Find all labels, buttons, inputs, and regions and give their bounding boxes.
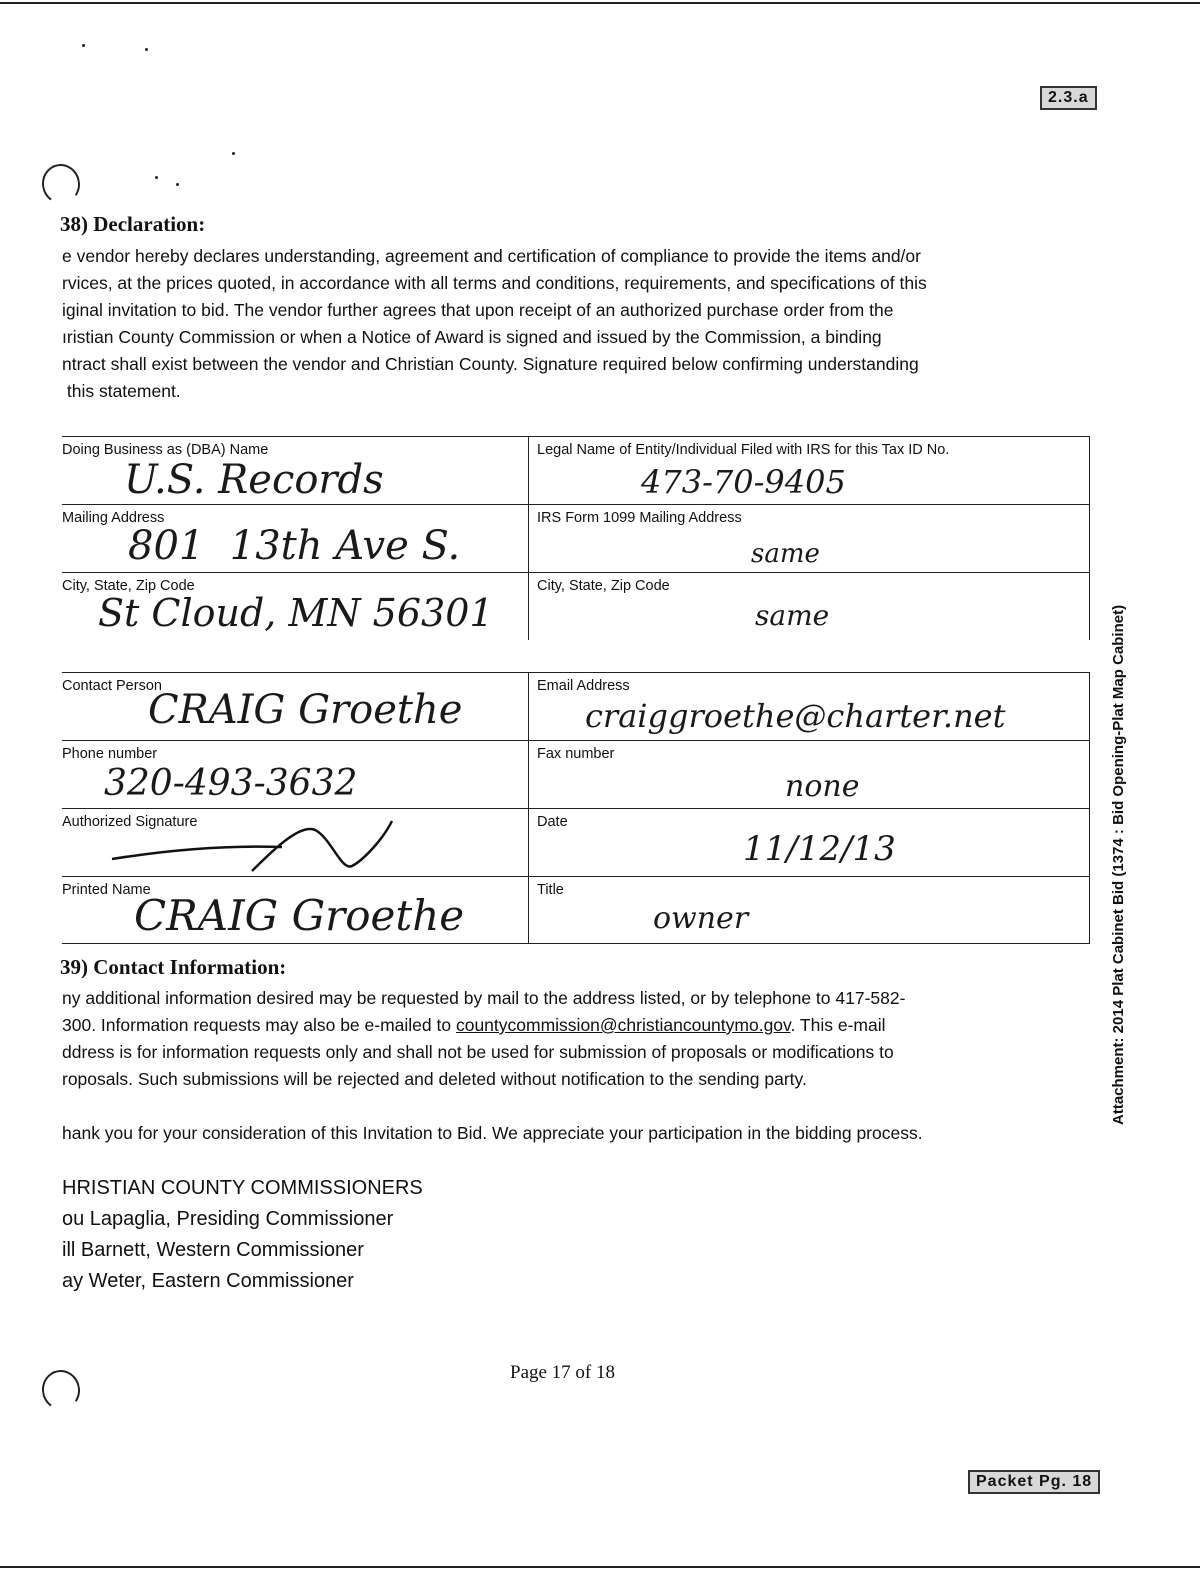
- city-cell[interactable]: [62, 572, 528, 640]
- printed-name-cell[interactable]: [62, 876, 528, 944]
- city2-label: City, State, Zip Code: [537, 578, 670, 594]
- contact-heading: 39) Contact Information:: [60, 955, 287, 979]
- phone-cell[interactable]: [62, 740, 528, 808]
- legal-name-value: 473-70-9405: [641, 463, 846, 501]
- legal-name-cell[interactable]: [528, 436, 1090, 504]
- title-value: owner: [653, 901, 749, 936]
- email-label: Email Address: [537, 678, 630, 694]
- contact-line: ny additional information desired may be requested by mail to the address listed, or by telephone to 417-582-: [62, 988, 906, 1008]
- fax-label: Fax number: [537, 746, 615, 762]
- declaration-line: e vendor hereby declares understanding, agreement and certification of compliance to provide the items and/or: [62, 246, 921, 266]
- scan-speck: [176, 183, 179, 186]
- signature-label: Authorized Signature: [62, 814, 198, 830]
- top-scan-edge: [0, 2, 1200, 4]
- commissioner-line: ay Weter, Eastern Commissioner: [62, 1270, 354, 1292]
- irs-mailing-value: same: [751, 539, 820, 569]
- contact-line: ddress is for information requests only and shall not be used for submission of proposals or modifications to: [62, 1042, 894, 1062]
- printed-name-value: CRAIG Groethe: [134, 891, 465, 940]
- thanks-text: hank you for your consideration of this Invitation to Bid. We appreciate your participation in the bidding process.: [62, 1123, 923, 1143]
- declaration-heading: 38) Declaration:: [60, 212, 206, 236]
- commissioners-heading: HRISTIAN COUNTY COMMISSIONERS: [62, 1177, 423, 1199]
- declaration-text: [62, 243, 1102, 405]
- signature-cell[interactable]: [62, 808, 528, 876]
- contact-line: roposals. Such submissions will be rejected and deleted without notification to the sending party.: [62, 1069, 807, 1089]
- scan-speck: [155, 176, 158, 179]
- declaration-line: ntract shall exist between the vendor and Christian County. Signature required below confirming understanding: [62, 354, 919, 374]
- form-row-mailing: [62, 504, 1090, 572]
- form-gap: [62, 640, 1090, 672]
- irs-mailing-cell[interactable]: [528, 504, 1090, 572]
- form-row-city: [62, 572, 1090, 640]
- commissioner-line: ou Lapaglia, Presiding Commissioner: [62, 1208, 394, 1230]
- contact-value: CRAIG Groethe: [148, 687, 463, 733]
- declaration-line: iginal invitation to bid. The vendor further agrees that upon receipt of an authorized purchase order from the: [62, 300, 894, 320]
- mailing-address-value: 801 13th Ave S.: [128, 523, 461, 569]
- commission-email-link[interactable]: countycommission@christiancountymo.gov: [455, 1015, 791, 1035]
- city-label: City, State, Zip Code: [62, 578, 195, 594]
- contact-text: [62, 985, 1102, 1093]
- date-value: 11/12/13: [743, 829, 896, 869]
- city2-cell[interactable]: [528, 572, 1090, 640]
- legal-name-label: Legal Name of Entity/Individual Filed with IRS for this Tax ID No.: [537, 442, 950, 458]
- page-number: Page 17 of 18: [510, 1362, 616, 1383]
- phone-label: Phone number: [62, 746, 158, 762]
- fax-value: none: [785, 769, 860, 804]
- dba-value: U.S. Records: [124, 457, 384, 503]
- punch-hole-icon: [39, 1367, 83, 1413]
- mailing-address-cell[interactable]: [62, 504, 528, 572]
- attachment-label: Attachment: 2014 Plat Cabinet Bid (1374 : Bid Opening-Plat Map Cabinet): [1110, 604, 1127, 1125]
- contact-cell[interactable]: [62, 672, 528, 740]
- commissioner-line: ill Barnett, Western Commissioner: [62, 1239, 364, 1261]
- declaration-line: rvices, at the prices quoted, in accordance with all terms and conditions, requirements, and specifications of this: [62, 273, 927, 293]
- irs-mailing-label: IRS Form 1099 Mailing Address: [537, 510, 742, 526]
- bottom-scan-edge: [0, 1566, 1200, 1568]
- scan-speck: [232, 152, 235, 155]
- date-label: Date: [537, 814, 568, 830]
- form-row-phone: [62, 740, 1090, 808]
- contact-label: Contact Person: [62, 678, 162, 694]
- email-cell[interactable]: [528, 672, 1090, 740]
- declaration-line: this statement.: [62, 381, 181, 401]
- contact-line: [62, 1012, 1102, 1039]
- title-label: Title: [537, 882, 564, 898]
- fax-cell[interactable]: [528, 740, 1090, 808]
- vendor-form: [62, 436, 1090, 944]
- dba-label: Doing Business as (DBA) Name: [62, 442, 269, 458]
- declaration-line: ıristian County Commission or when a Notice of Award is signed and issued by the Commission, a binding: [62, 327, 882, 347]
- phone-value: 320-493-3632: [104, 763, 358, 804]
- scan-speck: [145, 48, 148, 51]
- email-value: craiggroethe@charter.net: [585, 697, 1006, 735]
- dba-cell[interactable]: [62, 436, 528, 504]
- form-row-signature: [62, 808, 1090, 876]
- form-row-contact: [62, 672, 1090, 740]
- printed-name-label: Printed Name: [62, 882, 151, 898]
- city-value: St Cloud, MN 56301: [98, 591, 494, 635]
- scan-speck: [82, 44, 85, 47]
- commissioners-block: [62, 1173, 423, 1297]
- signature-scribble-icon: [102, 811, 402, 877]
- contact-line-suffix: . This e-mail: [790, 1015, 886, 1035]
- title-cell[interactable]: [528, 876, 1090, 944]
- punch-hole-icon: [39, 161, 83, 207]
- city2-value: same: [755, 599, 830, 632]
- form-row-printed: [62, 876, 1090, 944]
- form-row-dba: [62, 436, 1090, 504]
- section-stamp: 2.3.a: [1040, 86, 1097, 110]
- mailing-address-label: Mailing Address: [62, 510, 165, 526]
- packet-page-stamp: Packet Pg. 18: [968, 1470, 1100, 1494]
- date-cell[interactable]: [528, 808, 1090, 876]
- contact-line-prefix: 300. Information requests may also be e-mailed to: [62, 1015, 456, 1035]
